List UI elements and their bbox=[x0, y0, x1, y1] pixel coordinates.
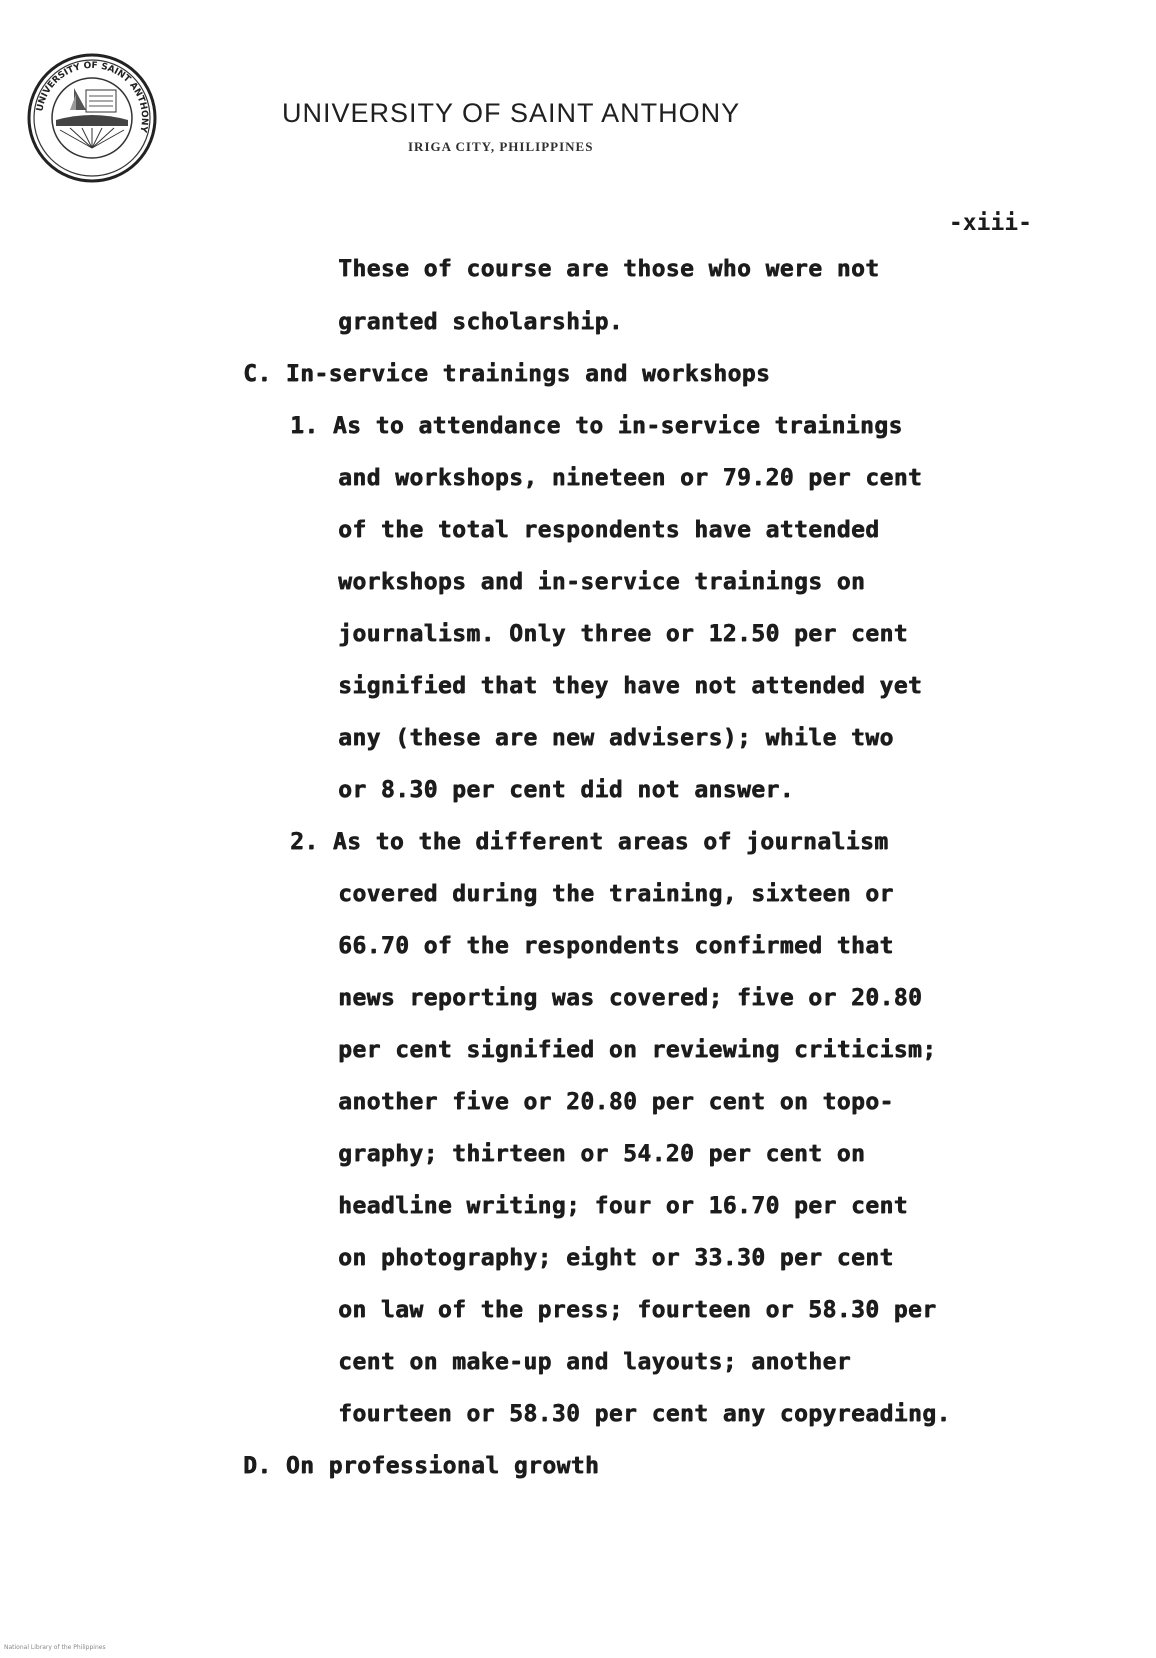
university-seal-logo bbox=[26, 52, 158, 184]
body-line: fourteen or 58.30 per cent any copyreading. bbox=[338, 1401, 951, 1427]
list-item-2: 2. As to the different areas of journalism bbox=[290, 829, 889, 855]
body-line: covered during the training, sixteen or bbox=[338, 881, 894, 907]
section-heading-c: C. In-service trainings and workshops bbox=[243, 361, 771, 387]
body-line: of the total respondents have attended bbox=[338, 517, 880, 543]
body-line: and workshops, nineteen or 79.20 per cent bbox=[338, 465, 923, 491]
page-number: -xiii- bbox=[948, 210, 1032, 236]
body-line: 66.70 of the respondents confirmed that bbox=[338, 933, 894, 959]
body-line: granted scholarship. bbox=[338, 309, 623, 335]
university-name: UNIVERSITY OF SAINT ANTHONY bbox=[282, 98, 741, 128]
body-line: cent on make-up and layouts; another bbox=[338, 1349, 851, 1375]
body-line: on law of the press; fourteen or 58.30 per bbox=[338, 1297, 937, 1323]
body-line: headline writing; four or 16.70 per cent bbox=[338, 1193, 908, 1219]
body-line: signified that they have not attended yet bbox=[338, 673, 923, 699]
body-line: per cent signified on reviewing criticism; bbox=[338, 1037, 937, 1063]
body-line: graphy; thirteen or 54.20 per cent on bbox=[338, 1141, 866, 1167]
body-line: or 8.30 per cent did not answer. bbox=[338, 777, 794, 803]
body-line: any (these are new advisers); while two bbox=[338, 725, 894, 751]
list-item-1: 1. As to attendance to in-service trainings bbox=[290, 413, 903, 439]
body-line: These of course are those who were not bbox=[338, 256, 880, 282]
body-line: journalism. Only three or 12.50 per cent bbox=[338, 621, 908, 647]
body-line: workshops and in-service trainings on bbox=[338, 569, 866, 595]
svg-text:UNIVERSITY OF SAINT ANTHONY: UNIVERSITY OF SAINT ANTHONY bbox=[35, 60, 150, 134]
section-heading-d: D. On professional growth bbox=[243, 1453, 600, 1479]
university-location: IRIGA CITY, PHILIPPINES bbox=[408, 139, 594, 154]
body-line: on photography; eight or 33.30 per cent bbox=[338, 1245, 894, 1271]
scan-footer-note: National Library of the Philippines bbox=[4, 1644, 106, 1651]
body-line: news reporting was covered; five or 20.80 bbox=[338, 985, 923, 1011]
body-line: another five or 20.80 per cent on topo- bbox=[338, 1089, 894, 1115]
